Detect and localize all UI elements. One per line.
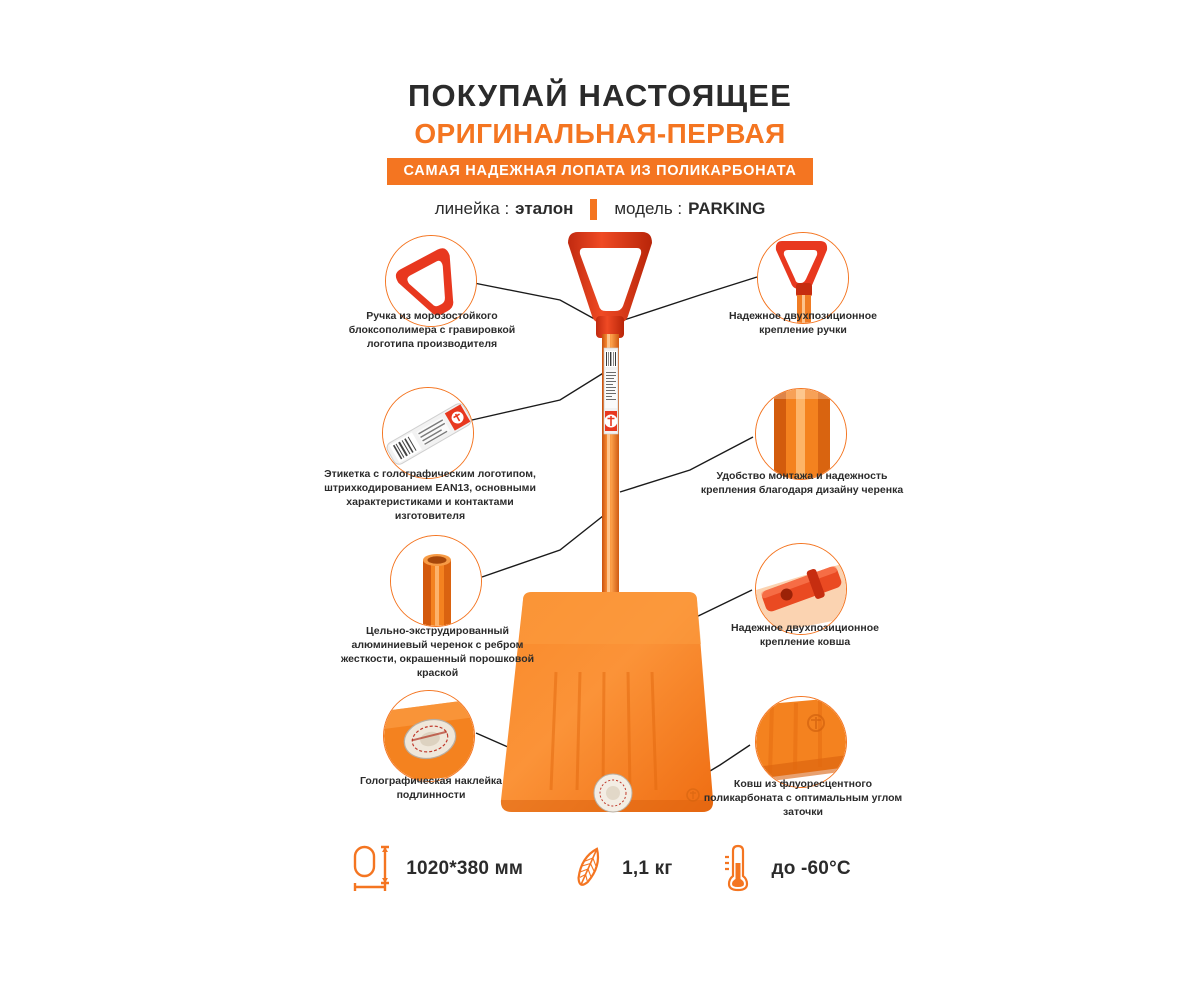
scoop-mount-icon: [756, 544, 846, 634]
callout-caption-label: Этикетка с голографическим логотипом, штрихкодированием EAN13, основными характеристиками и контактами изготовителя: [324, 468, 536, 522]
callout-caption-sticker: Голографическая наклейка подлинности: [359, 775, 503, 801]
spec-weight: [565, 843, 672, 895]
callout-caption-scoop-mount: Надежное двухпозиционное крепление ковша: [731, 622, 879, 648]
spec-size: [349, 843, 523, 895]
tagline-banner: САМАЯ НАДЕЖНАЯ ЛОПАТА ИЗ ПОЛИКАРБОНАТА: [387, 158, 812, 185]
page-subtitle: ОРИГИНАЛЬНАЯ-ПЕРВАЯ: [414, 117, 786, 149]
callout-bubble-label: [382, 387, 474, 479]
callout-caption-scoop: Ковш из флуоресцентного поликарбоната с оптимальным углом заточки: [703, 778, 903, 818]
callout-bubble-scoop: [755, 696, 847, 788]
callout-bubble-sticker: [383, 690, 475, 782]
callout-caption-shaft-design: Удобство монтажа и надежность крепления благодаря дизайну черенка: [700, 470, 904, 496]
spec-temperature-value: до -60°C: [771, 858, 851, 879]
scoop-edge-icon: [756, 697, 846, 787]
model-value: PARKING: [688, 199, 766, 219]
shovel-handle: [568, 232, 652, 338]
specs-row: [0, 843, 1200, 895]
spec-size-value: 1020*380 мм: [406, 858, 524, 879]
aluminium-tube-icon: [391, 536, 481, 626]
feather-icon: [565, 843, 611, 895]
callout-bubble-shaft: [390, 535, 482, 627]
line-label: линейка :: [434, 199, 510, 219]
line-value: эталон: [515, 199, 574, 219]
callout-caption-handle-mount: Надежное двухпозиционное крепление ручки: [729, 310, 877, 336]
model-label: модель :: [614, 199, 683, 219]
spec-weight-value: 1,1 кг: [622, 858, 673, 879]
holographic-sticker: [594, 774, 632, 812]
hologram-label-icon: [383, 388, 473, 478]
product-label: [604, 348, 618, 434]
holographic-sticker-icon: [384, 691, 474, 781]
thermometer-icon: [714, 843, 760, 895]
callout-bubble-shaft-design: [755, 388, 847, 480]
shaft-profile-icon: [756, 389, 846, 479]
page-title: ПОКУПАЙ НАСТОЯЩЕЕ: [407, 78, 793, 113]
spec-temperature: [714, 843, 850, 895]
dimensions-icon: [349, 843, 395, 895]
callout-caption-handle: Ручка из морозостойкого блоксополимера с гравировкой логотипа производителя: [348, 310, 516, 350]
callout-caption-shaft: Цельно-экструдированный алюминиевый черенок с ребром жесткости, окрашенный порошковой краской: [340, 625, 535, 679]
